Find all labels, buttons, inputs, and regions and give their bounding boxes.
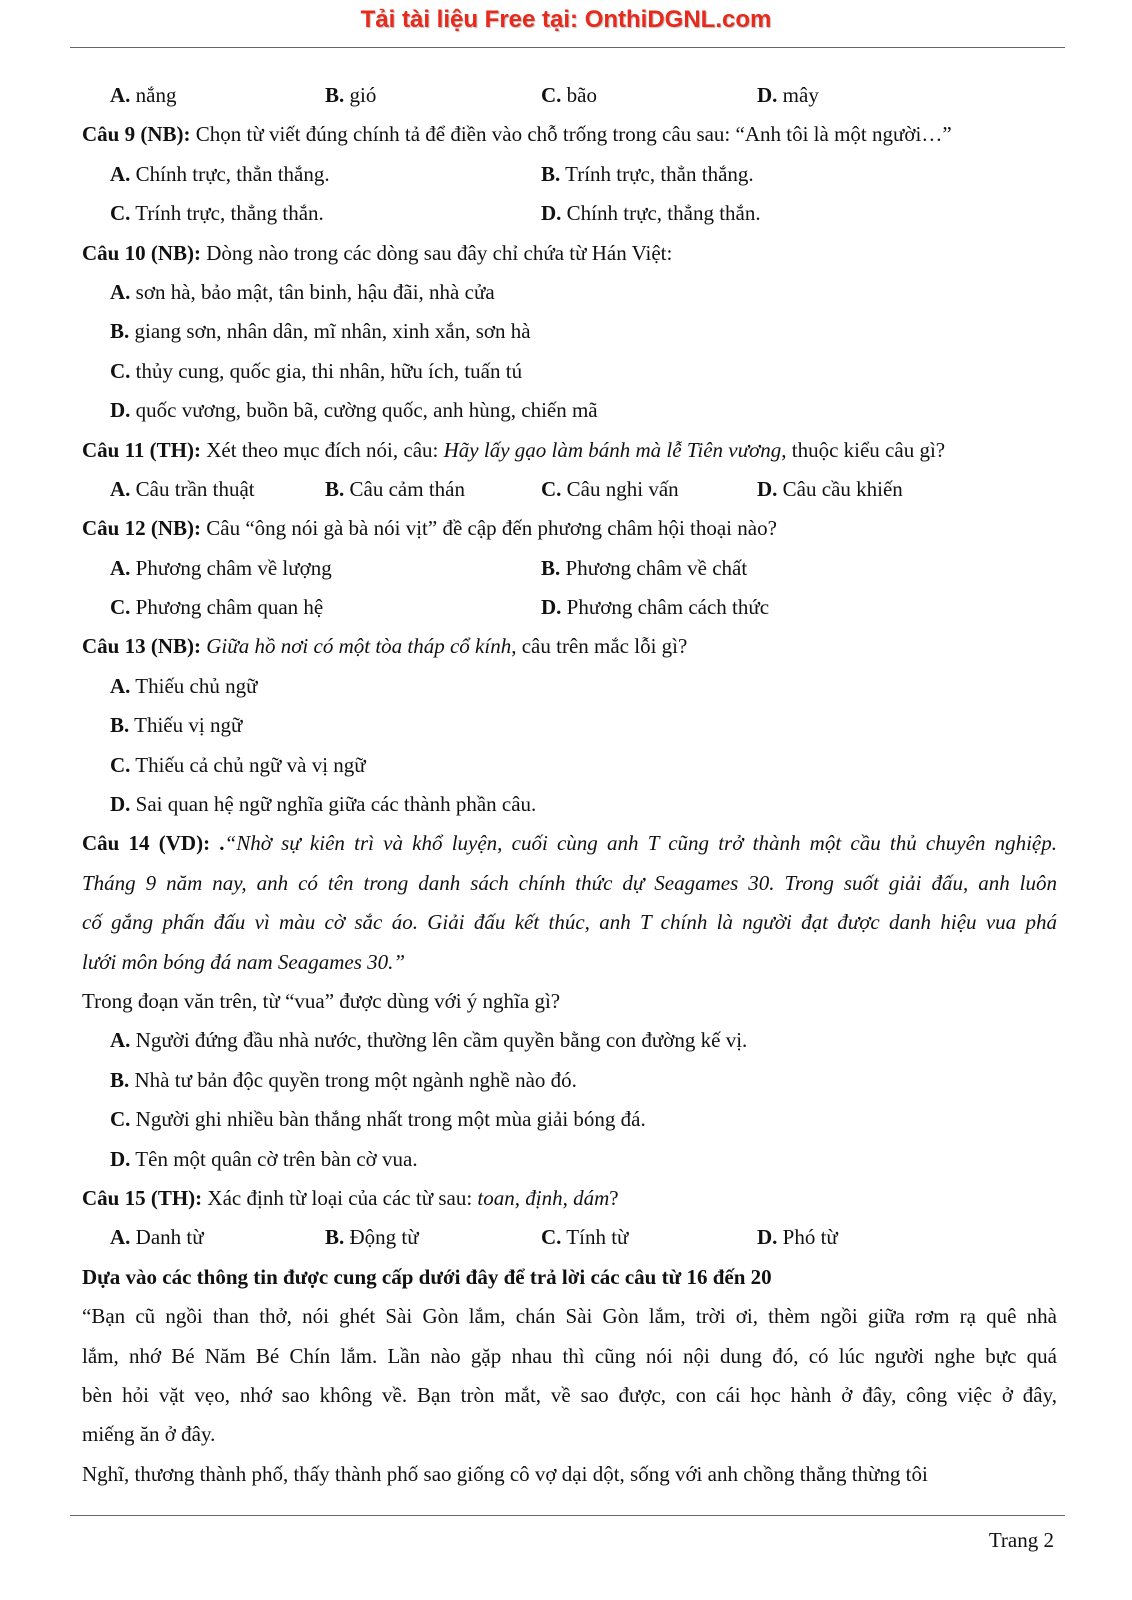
q12-options-row2 [82,588,1057,627]
q14-option-a: A. Người đứng đầu nhà nước, thường lên cầm quyền bằng con đường kế vị. [110,1028,748,1053]
option-a: A. Phương châm về lượng [110,555,332,580]
option-c: C. Trính trực, thẳng thắn. [110,201,324,226]
q9-options-row2 [82,194,1057,233]
section-passage-line-1: “Bạn cũ ngồi than thở, nói ghét Sài Gòn lắm, chán Sài Gòn lắm, trời ơi, thèm ngồi giữa rơm rạ quê nhà [82,1304,1057,1329]
document-body [82,76,1057,1494]
q9-options-row1 [82,155,1057,194]
q12-stem: Câu 12 (NB): Câu “ông nói gà bà nói vịt” đề cập đến phương châm hội thoại nào? [82,516,777,541]
section-passage-line-2: lắm, nhớ Bé Năm Bé Chín lắm. Lần nào gặp nhau thì cũng nói nội dung đó, có lúc người nghe bực quá [82,1343,1057,1368]
q13-stem: Câu 13 (NB): Giữa hồ nơi có một tòa tháp cổ kính, câu trên mắc lỗi gì? [82,634,688,659]
q14-passage-line-1: Câu 14 (VD): .“Nhờ sự kiên trì và khổ luyện, cuối cùng anh T cũng trở thành một cầu thủ chuyên nghiệp. [82,831,1058,856]
header-rule [70,47,1065,48]
q13-option-c: C. Thiếu cả chủ ngữ và vị ngữ [110,752,366,777]
q15-options [82,1218,1057,1257]
option-d: D. mây [757,83,819,107]
q14-passage-line-3: cố gắng phấn đấu vì màu cờ sắc áo. Giải đấu kết thúc, anh T chính là người đạt được danh hiệu vua phá [82,910,1057,935]
q14-passage-line-2: Tháng 9 năm nay, anh có tên trong danh sách chính thức dự Seagames 30. Trong suốt giải đấu, anh luôn [82,870,1057,895]
option-b: B. Động từ [325,1225,419,1250]
site-banner: Tải tài liệu Free tại: OnthiDGNL.com [360,6,772,33]
option-b: B. Câu cảm thán [325,476,465,501]
q13-option-b: B. Thiếu vị ngữ [110,713,243,738]
option-d: D. Phương châm cách thức [541,595,770,620]
section-heading: Dựa vào các thông tin được cung cấp dưới đây để trả lời các câu từ 16 đến 20 [82,1264,772,1289]
option-c: C. Câu nghi vấn [541,476,679,501]
q12-options-row1 [82,549,1057,588]
section-passage-line-3: bèn hỏi vặt vẹo, nhớ sao không về. Bạn tròn mắt, về sao được, con cái học hành ở đây, công việc ở đây, [82,1382,1057,1407]
q14-option-b: B. Nhà tư bản độc quyền trong một ngành nghề nào đó. [110,1067,577,1092]
q14-question: Trong đoạn văn trên, từ “vua” được dùng với ý nghĩa gì? [82,988,561,1013]
option-a: A. Câu trần thuật [110,476,255,501]
option-b: B. Trính trực, thẳn thắng. [541,161,754,186]
footer-rule [70,1515,1065,1516]
q9-stem: Câu 9 (NB): Chọn từ viết đúng chính tả để điền vào chỗ trống trong câu sau: “Anh tôi là một người…” [82,122,952,147]
q15-stem: Câu 15 (TH): Xác định từ loại của các từ sau: toan, định, dám? [82,1185,619,1210]
q14-passage-line-4: lưới môn bóng đá nam Seagames 30.” [82,949,406,974]
option-a: A. Chính trực, thẳn thắng. [110,161,330,186]
option-b: B. Phương châm về chất [541,555,748,580]
option-d: D. Phó từ [757,1225,838,1250]
q10-option-b: B. giang sơn, nhân dân, mĩ nhân, xinh xắn, sơn hà [110,319,531,344]
option-a: A. Danh từ [110,1225,204,1250]
option-b: B. gió [325,83,377,107]
option-c: C. bão [541,83,597,107]
q8-options [82,76,1057,115]
option-d: D. Câu cầu khiến [757,476,903,501]
q13-option-d: D. Sai quan hệ ngữ nghĩa giữa các thành phần câu. [110,792,537,817]
q11-stem: Câu 11 (TH): Xét theo mục đích nói, câu: Hãy lấy gạo làm bánh mà lễ Tiên vương, thuộc kiểu câu gì? [82,437,946,462]
section-passage-line-4: miếng ăn ở đây. [82,1422,216,1447]
q14-option-c: C. Người ghi nhiều bàn thắng nhất trong một mùa giải bóng đá. [110,1107,646,1132]
q13-option-a: A. Thiếu chủ ngữ [110,673,258,698]
option-d: D. Chính trực, thẳng thắn. [541,201,761,226]
option-c: C. Tính từ [541,1225,629,1250]
page-number: Trang 2 [988,1528,1054,1552]
option-c: C. Phương châm quan hệ [110,595,324,620]
q14-option-d: D. Tên một quân cờ trên bàn cờ vua. [110,1146,418,1171]
q10-option-a: A. sơn hà, bảo mật, tân binh, hậu đãi, nhà cửa [110,279,495,304]
option-a: A. nắng [110,83,177,107]
q10-option-c: C. thủy cung, quốc gia, thi nhân, hữu ích, tuấn tú [110,358,523,383]
q10-stem: Câu 10 (NB): Dòng nào trong các dòng sau đây chỉ chứa từ Hán Việt: [82,240,673,265]
q11-options [82,470,1057,509]
q10-option-d: D. quốc vương, buồn bã, cường quốc, anh hùng, chiến mã [110,398,598,423]
section-passage-line-5: Nghĩ, thương thành phố, thấy thành phố sao giống cô vợ dại dột, sống với anh chồng thẳng thừng tôi [82,1461,928,1486]
